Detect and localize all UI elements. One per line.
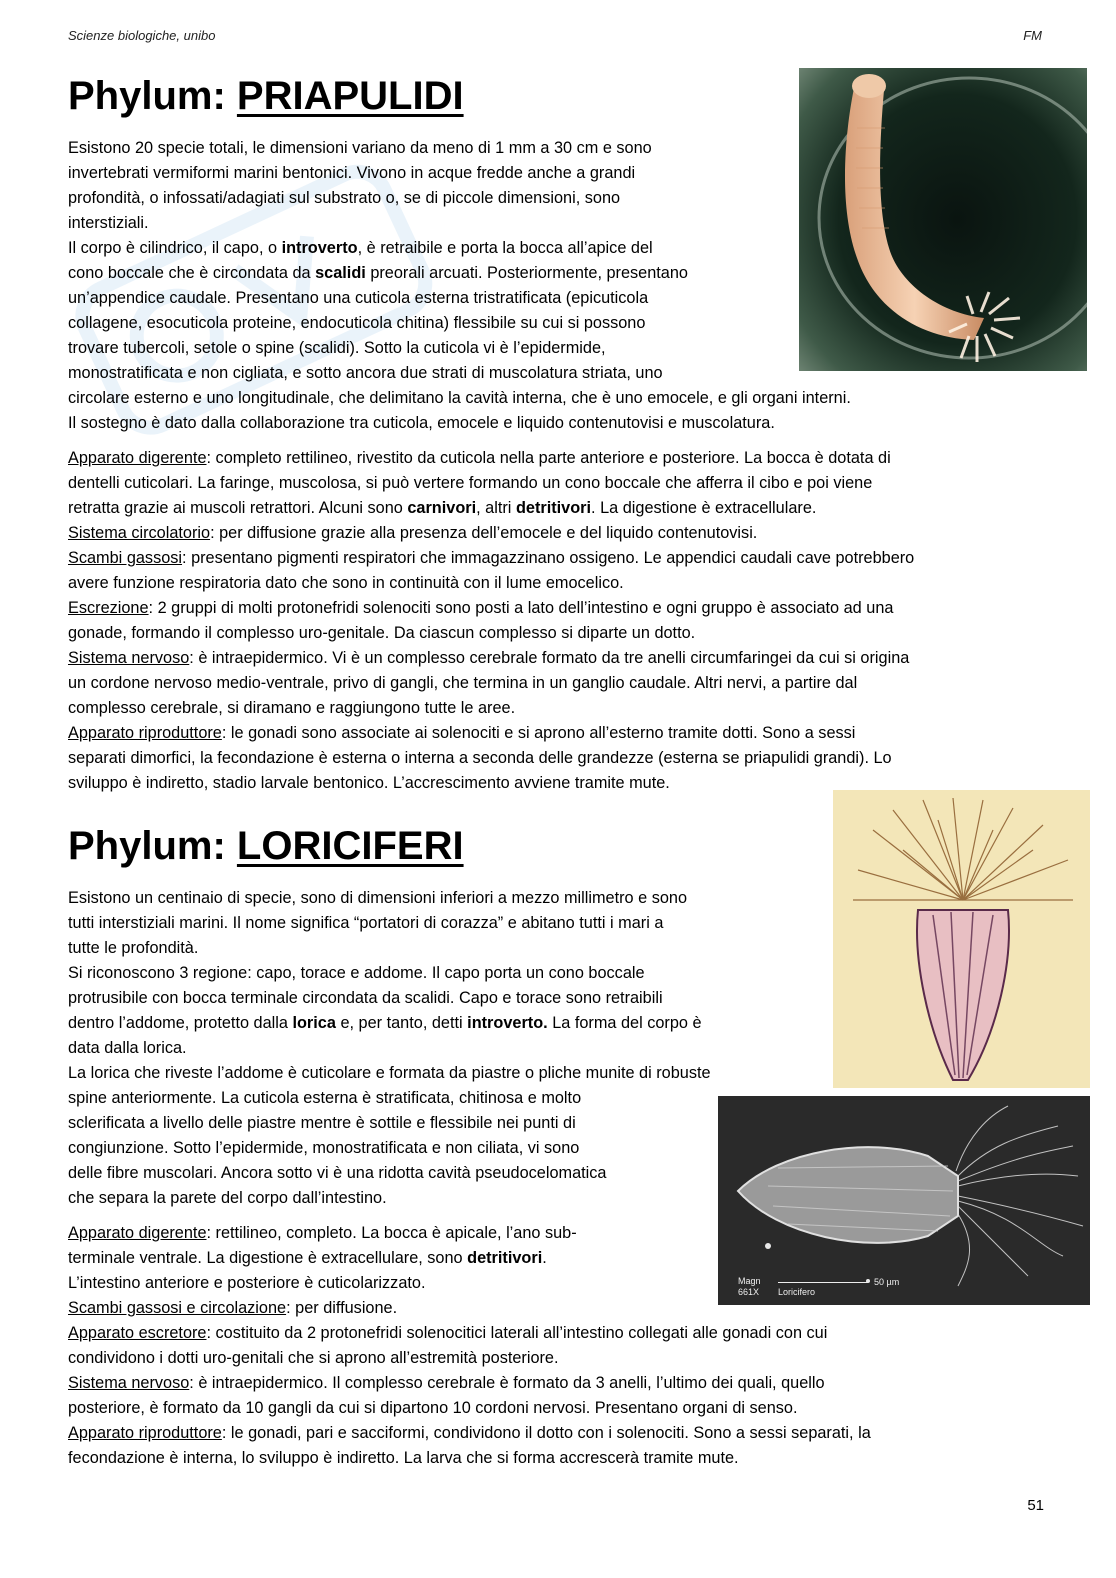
text-line: Scambi gassosi e circolazione: per diffusione.	[68, 1299, 398, 1317]
text-line: circolare esterno e uno longitudinale, che delimitano la cavità interna, che è uno emocele, e gli organi interni.	[68, 389, 851, 407]
sem-magn-value: 661X	[738, 1287, 760, 1297]
text-line: La lorica che riveste l’addome è cuticolare e formata da piastre o pliche munite di robuste	[68, 1064, 711, 1082]
text-line: gonade, formando il complesso uro-genitale. Da ciascun complesso si diparte un dotto.	[68, 624, 696, 642]
text-line: Apparato digerente: rettilineo, completo. La bocca è apicale, l’ano sub-	[68, 1224, 577, 1242]
text-line: L’intestino anteriore e posteriore è cuticolarizzato.	[68, 1274, 426, 1292]
text-line: Esistono un centinaio di specie, sono di dimensioni inferiori a mezzo millimetro e sono	[68, 889, 687, 907]
text-line: separati dimorfici, la fecondazione è esterna o interna a seconda delle grandezze (esterna se priapulidi grandi). Lo	[68, 749, 892, 767]
text-line: tutti interstiziali marini. Il nome significa “portatori di corazza” e abitano tutti i mari a	[68, 914, 664, 932]
text-line: complesso cerebrale, si diramano e raggiungono tutte le aree.	[68, 699, 516, 717]
text-line: profondità, o infossati/adagiati sul substrato o, se di piccole dimensioni, sono	[68, 189, 621, 207]
text-line: Sistema nervoso: è intraepidermico. Il complesso cerebrale è formato da 3 anelli, l’ultimo dei quali, quello	[68, 1374, 825, 1392]
text-line: sviluppo è indiretto, stadio larvale bentonico. L’accrescimento avviene tramite mute.	[68, 774, 670, 792]
sem-magn-label: Magn	[738, 1276, 761, 1286]
text-line: terminale ventrale. La digestione è extracellulare, sono detritivori.	[68, 1249, 547, 1267]
text-line: che separa la parete del corpo dall’intestino.	[68, 1189, 387, 1207]
text-line: Sistema circolatorio: per diffusione grazie alla presenza dell’emocele e del liquido contenutovisi.	[68, 524, 758, 542]
text-line: retratta grazie ai muscoli retrattori. Alcuni sono carnivori, altri detritivori. La digestione è extracellulare.	[68, 499, 817, 517]
text-line: tutte le profondità.	[68, 939, 199, 957]
section-title-priapulidi: Phylum: PRIAPULIDI	[68, 74, 464, 118]
text-line: Si riconoscono 3 regione: capo, torace e addome. Il capo porta un cono boccale	[68, 964, 645, 982]
text-line: data dalla lorica.	[68, 1039, 187, 1057]
text-line: congiunzione. Sotto l’epidermide, monostratificata e non ciliata, vi sono	[68, 1139, 580, 1157]
header-left: Scienze biologiche, unibo	[68, 28, 216, 43]
text-line: protrusibile con bocca terminale circondata da scalidi. Capo e torace sono retraibili	[68, 989, 663, 1007]
section-title-loriciferi: Phylum: LORICIFERI	[68, 824, 464, 868]
text-line: Apparato riproduttore: le gonadi, pari e sacciformi, condividono il dotto con i solenociti. Sono a sessi separati, la	[68, 1424, 871, 1442]
text-line: posteriore, è formato da 10 gangli da cui si dipartono 10 cordoni nervosi. Presentano organi di senso.	[68, 1399, 798, 1417]
text-line: cono boccale che è circondata da scalidi preorali arcuati. Posteriormente, presentano	[68, 264, 688, 282]
text-line: trovare tubercoli, setole o spine (scalidi). Sotto la cuticola vi è l’epidermide,	[68, 339, 606, 357]
text-line: collagene, esocuticola proteine, endocuticola chitina) flessibile su cui si possono	[68, 314, 646, 332]
text-line: Esistono 20 specie totali, le dimensioni variano da meno di 1 mm a 30 cm e sono	[68, 139, 652, 157]
text-line: Il corpo è cilindrico, il capo, o introverto, è retraibile e porta la bocca all’apice del	[68, 239, 653, 257]
text-line: dentelli cuticolari. La faringe, muscolosa, si può vertere formando un cono boccale che afferra il cibo e poi viene	[68, 474, 873, 492]
text-line: un’appendice caudale. Presentano una cuticola esterna tristratificata (epicuticola	[68, 289, 649, 307]
text-line: Apparato riproduttore: le gonadi sono associate ai solenociti e si aprono all’esterno tramite dotti. Sono a sessi	[68, 724, 856, 742]
priapulidi-intro	[68, 136, 998, 796]
header-right: FM	[1023, 28, 1042, 43]
page-number: 51	[1027, 1497, 1044, 1514]
text-line: un cordone nervoso medio-ventrale, privo di gangli, che termina in un ganglio caudale. Altri nervi, a partire dal	[68, 674, 858, 692]
text-line: avere funzione respiratoria dato che sono in continuità con il lume emocelico.	[68, 574, 624, 592]
text-line: condividono i dotti uro-genitali che si aprono all’estremità posteriore.	[68, 1349, 559, 1367]
sem-specimen-label: Loricifero	[778, 1287, 816, 1297]
text-line: sclerificata a livello delle piastre mentre è sottile e flessibile nei punti di	[68, 1114, 576, 1132]
text-line: Scambi gassosi: presentano pigmenti respiratori che immagazzinano ossigeno. Le appendici caudali cave potrebbero	[68, 549, 915, 567]
text-line: Apparato escretore: costituito da 2 protonefridi solenocitici laterali all’intestino collegati alle gonadi con cui	[68, 1324, 828, 1342]
text-line: fecondazione è interna, lo sviluppo è indiretto. La larva che si forma accrescerà tramite mute.	[68, 1449, 739, 1467]
text-line: Sistema nervoso: è intraepidermico. Vi è un complesso cerebrale formato da tre anelli circumfaringei da cui si origina	[68, 649, 910, 667]
text-line: Il sostegno è dato dalla collaborazione tra cuticola, emocele e liquido contenutovisi e muscolatura.	[68, 414, 775, 432]
text-line: delle fibre muscolari. Ancora sotto vi è una ridotta cavità pseudocelomatica	[68, 1164, 607, 1182]
text-line: interstiziali.	[68, 214, 149, 232]
text-line: invertebrati vermiformi marini bentonici. Vivono in acque fredde anche a grandi	[68, 164, 636, 182]
text-line: Apparato digerente: completo rettilineo, rivestito da cuticola nella parte anteriore e posteriore. La bocca è dotata di	[68, 449, 891, 467]
text-line: spine anteriormente. La cuticola esterna è stratificata, chitinosa e molto	[68, 1089, 582, 1107]
text-line: dentro l’addome, protetto dalla lorica e, per tanto, detti introverto. La forma del corpo è	[68, 1014, 702, 1032]
sem-scale-label: 50 µm	[874, 1277, 900, 1287]
loriciferi-intro	[68, 886, 998, 1471]
text-line: Escrezione: 2 gruppi di molti protonefridi solenociti sono posti a lato dell’intestino e ogni gruppo è associato ad una	[68, 599, 894, 617]
text-line: monostratificata e non cigliata, e sotto ancora due strati di muscolatura striata, uno	[68, 364, 663, 382]
